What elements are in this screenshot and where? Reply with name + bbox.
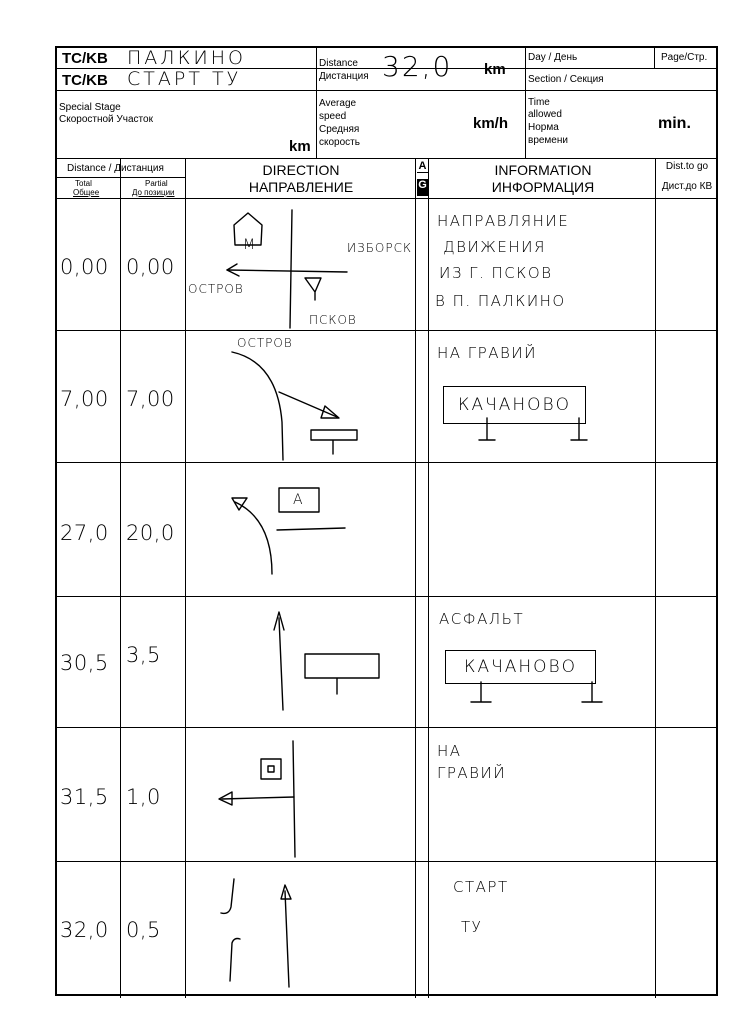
header-col-divider xyxy=(654,48,655,68)
direction-diagram xyxy=(187,200,415,330)
col-ag-a: A xyxy=(418,160,427,172)
col-dist-to-go-ru: Дист.до КВ xyxy=(661,181,713,192)
col-info-en: INFORMATION xyxy=(494,162,592,178)
row-partial: 3,5 xyxy=(126,643,161,667)
col-total-en: Total xyxy=(75,179,92,188)
row-partial: 0,00 xyxy=(126,255,175,279)
tc-value: ПАЛКИНО xyxy=(127,47,246,69)
distance-label-en: Distance xyxy=(319,58,358,69)
time-unit: min. xyxy=(658,115,691,132)
col-direction-ru: НАПРАВЛЕНИЕ xyxy=(248,179,354,195)
tc-label: TC/KB xyxy=(62,50,108,67)
diagram-label: ОСТРОВ xyxy=(237,336,293,350)
page-label: Page/Стр. xyxy=(661,52,708,63)
header-divider xyxy=(57,158,717,159)
row-partial: 20,0 xyxy=(126,521,175,545)
direction-diagram xyxy=(187,464,415,596)
time-label: Норма xyxy=(528,122,559,133)
speed-label: скорость xyxy=(319,137,360,148)
col-info-ru: ИНФОРМАЦИЯ xyxy=(491,179,595,195)
diagram-label: ИЗБОРСК xyxy=(347,241,413,255)
speed-label: speed xyxy=(319,111,347,122)
diagram-box-letter: М xyxy=(243,237,256,253)
col-direction-en: DIRECTION xyxy=(262,162,340,178)
kb-value: СТАРТ ТУ xyxy=(127,68,242,90)
col-divider xyxy=(428,158,429,998)
signpost: КАЧАНОВО xyxy=(445,650,596,684)
speed-unit: km/h xyxy=(473,115,509,132)
col-total-ru: Общее xyxy=(73,188,100,197)
speed-label: Средняя xyxy=(319,124,360,135)
col-divider xyxy=(415,158,416,998)
signpost-legs xyxy=(437,682,637,710)
row-divider xyxy=(57,727,717,728)
col-partial-ru: До позиции xyxy=(132,188,175,197)
header-col-divider xyxy=(316,48,317,158)
direction-diagram xyxy=(187,332,415,462)
distance-label-ru: Дистанция xyxy=(319,71,369,82)
time-label: Time xyxy=(528,97,550,108)
signpost: КАЧАНОВО xyxy=(443,386,586,424)
row-divider xyxy=(57,861,717,862)
row-total: 27,0 xyxy=(60,521,109,545)
row-total: 31,5 xyxy=(60,785,109,809)
info-text: НА ГРАВИЙ xyxy=(437,344,537,362)
time-label: allowed xyxy=(528,109,562,120)
col-divider xyxy=(655,158,656,998)
row-partial: 1,0 xyxy=(126,785,161,809)
diagram-label: ОСТРОВ xyxy=(188,282,244,296)
kb-label: TC/KB xyxy=(62,72,108,89)
row-total: 30,5 xyxy=(60,651,109,675)
col-ag-g: G xyxy=(417,179,428,196)
diagram-box-letter: А xyxy=(293,492,303,508)
section-label: Section / Секция xyxy=(528,74,604,85)
stage-unit: km xyxy=(289,138,311,155)
row-divider xyxy=(57,330,717,331)
col-dist-to-go-en: Dist.to go xyxy=(665,161,709,172)
col-partial-en: Partial xyxy=(145,179,168,188)
direction-diagram xyxy=(187,598,415,726)
signpost-legs xyxy=(437,418,637,448)
day-label: Day / День xyxy=(528,52,578,63)
header-col-divider xyxy=(525,48,526,158)
row-total: 7,00 xyxy=(60,387,109,411)
row-total: 32,0 xyxy=(60,918,109,942)
row-divider xyxy=(57,462,717,463)
distance-unit: km xyxy=(484,61,506,78)
stage-label-en: Special Stage xyxy=(59,102,121,113)
col-divider xyxy=(185,158,186,998)
direction-diagram xyxy=(187,863,415,996)
speed-label: Average xyxy=(319,98,357,109)
roadbook-sheet: TC/KB ПАЛКИНО TC/KB СТАРТ ТУ Distance Дистанция 32,0 km Day / День Page/Стр. Section / Секция Special Stage Скоростной Участок km Average speed Средняя скорость km/h Time allowed Норма времени min. Distance / Дистанция Total Общее Partial До позиции DIRECTION НАПРАВЛЕНИЕ A G INFORMATION ИНФОРМАЦИЯ Dist.to go Дист.до КВ 0,00 0,00 М ИЗБОРСК ОСТРОВ ПСКОВ НАПРАВЛЯНИЕ ДВИЖЕНИЯ ИЗ Г. ПСКОВ В П. ПАЛКИНО 7,00 7,00 ОСТРОВ НА ГРАВИЙ КАЧАНОВО 27,0 20,0 А 30,5 3,5 АСФАЛЬТ КАЧАНОВО 31,5 1,0 НА ГРАВИЙ 32,0 0,5 СТАРТ ТУ xyxy=(55,46,718,996)
col-distance: Distance / Дистанция xyxy=(67,163,164,174)
direction-diagram xyxy=(187,729,415,861)
diagram-label: ПСКОВ xyxy=(309,313,357,327)
row-partial: 0,5 xyxy=(126,918,161,942)
row-partial: 7,00 xyxy=(126,387,175,411)
info-text: АСФАЛЬТ xyxy=(439,610,525,628)
time-label: времени xyxy=(528,135,568,146)
header-divider xyxy=(57,90,717,91)
row-total: 0,00 xyxy=(60,255,109,279)
stage-label-ru: Скоростной Участок xyxy=(59,114,153,125)
col-divider xyxy=(120,158,121,998)
row-divider xyxy=(57,596,717,597)
columns-divider xyxy=(57,198,717,199)
distance-value: 32,0 xyxy=(382,50,453,83)
